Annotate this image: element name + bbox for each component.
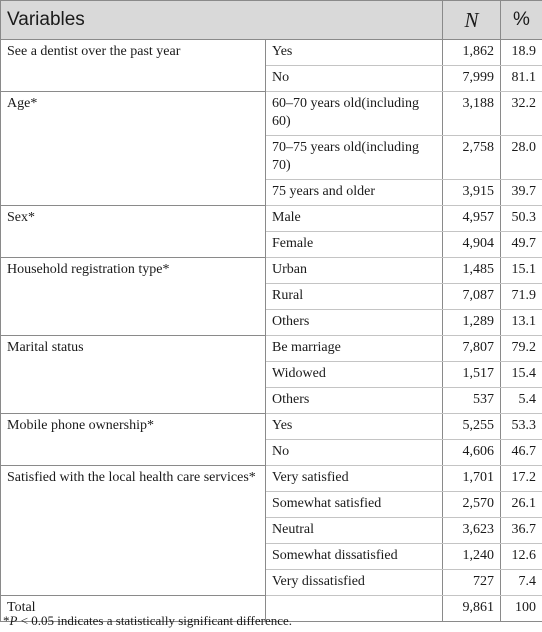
- category-cell: Urban: [266, 258, 443, 284]
- category-cell: Somewhat satisfied: [266, 492, 443, 518]
- category-cell: Yes: [266, 40, 443, 66]
- percent-cell: 50.3: [501, 206, 542, 232]
- percent-cell: 12.6: [501, 544, 542, 570]
- percent-cell: 5.4: [501, 388, 542, 414]
- percent-cell: 32.2: [501, 92, 542, 136]
- total-percent-cell: 100: [501, 596, 542, 622]
- count-cell: 727: [443, 570, 501, 596]
- count-cell: 4,957: [443, 206, 501, 232]
- total-count-cell: 9,861: [443, 596, 501, 622]
- percent-cell: 13.1: [501, 310, 542, 336]
- table-row: [1, 40, 542, 66]
- category-cell: 70–75 years old(including 70): [266, 136, 443, 180]
- count-cell: 2,758: [443, 136, 501, 180]
- category-cell: 60–70 years old(including 60): [266, 92, 443, 136]
- percent-cell: 26.1: [501, 492, 542, 518]
- percent-cell: 18.9: [501, 40, 542, 66]
- table-row: [1, 258, 542, 284]
- variable-cell: Marital status: [1, 336, 266, 414]
- category-cell: Others: [266, 310, 443, 336]
- variable-cell: Age*: [1, 92, 266, 206]
- count-cell: 7,807: [443, 336, 501, 362]
- variable-cell: Satisfied with the local health care services*: [1, 466, 266, 596]
- count-cell: 3,188: [443, 92, 501, 136]
- count-cell: 5,255: [443, 414, 501, 440]
- count-cell: 3,915: [443, 180, 501, 206]
- count-cell: 3,623: [443, 518, 501, 544]
- footnote-mark: *: [3, 613, 10, 628]
- percent-cell: 49.7: [501, 232, 542, 258]
- category-cell: No: [266, 66, 443, 92]
- variable-cell: See a dentist over the past year: [1, 40, 266, 92]
- table-header-row: [1, 1, 542, 40]
- table-footnote: [3, 613, 292, 629]
- header-variables: Variables: [1, 1, 443, 40]
- category-cell: Very dissatisfied: [266, 570, 443, 596]
- category-cell: No: [266, 440, 443, 466]
- table-body: [1, 40, 542, 622]
- category-cell: Male: [266, 206, 443, 232]
- percent-cell: 15.4: [501, 362, 542, 388]
- total-empty-cell: [266, 596, 443, 622]
- count-cell: 537: [443, 388, 501, 414]
- count-cell: 2,570: [443, 492, 501, 518]
- count-cell: 4,904: [443, 232, 501, 258]
- percent-cell: 46.7: [501, 440, 542, 466]
- percent-cell: 71.9: [501, 284, 542, 310]
- variable-cell: Sex*: [1, 206, 266, 258]
- percent-cell: 39.7: [501, 180, 542, 206]
- count-cell: 1,289: [443, 310, 501, 336]
- percent-cell: 53.3: [501, 414, 542, 440]
- count-cell: 1,701: [443, 466, 501, 492]
- percent-cell: 81.1: [501, 66, 542, 92]
- category-cell: Others: [266, 388, 443, 414]
- table-row: [1, 206, 542, 232]
- count-cell: 4,606: [443, 440, 501, 466]
- category-cell: Widowed: [266, 362, 443, 388]
- footnote-text: < 0.05 indicates a statistically significant difference.: [17, 613, 293, 628]
- percent-cell: 17.2: [501, 466, 542, 492]
- header-n: N: [443, 1, 501, 40]
- category-cell: Rural: [266, 284, 443, 310]
- category-cell: Very satisfied: [266, 466, 443, 492]
- percent-cell: 15.1: [501, 258, 542, 284]
- header-percent: %: [501, 1, 542, 40]
- table-row: [1, 414, 542, 440]
- variable-cell: Household registration type*: [1, 258, 266, 336]
- total-label-cell: Total: [1, 596, 266, 622]
- category-cell: Neutral: [266, 518, 443, 544]
- percent-cell: 36.7: [501, 518, 542, 544]
- percent-cell: 28.0: [501, 136, 542, 180]
- table-row: [1, 336, 542, 362]
- category-cell: Be marriage: [266, 336, 443, 362]
- count-cell: 1,517: [443, 362, 501, 388]
- count-cell: 7,999: [443, 66, 501, 92]
- table-row: [1, 466, 542, 492]
- category-cell: Somewhat dissatisfied: [266, 544, 443, 570]
- category-cell: 75 years and older: [266, 180, 443, 206]
- table-row: [1, 92, 542, 136]
- count-cell: 7,087: [443, 284, 501, 310]
- variable-cell: Mobile phone ownership*: [1, 414, 266, 466]
- count-cell: 1,862: [443, 40, 501, 66]
- count-cell: 1,240: [443, 544, 501, 570]
- category-cell: Yes: [266, 414, 443, 440]
- category-cell: Female: [266, 232, 443, 258]
- percent-cell: 7.4: [501, 570, 542, 596]
- footnote-p-symbol: P: [9, 613, 18, 628]
- count-cell: 1,485: [443, 258, 501, 284]
- percent-cell: 79.2: [501, 336, 542, 362]
